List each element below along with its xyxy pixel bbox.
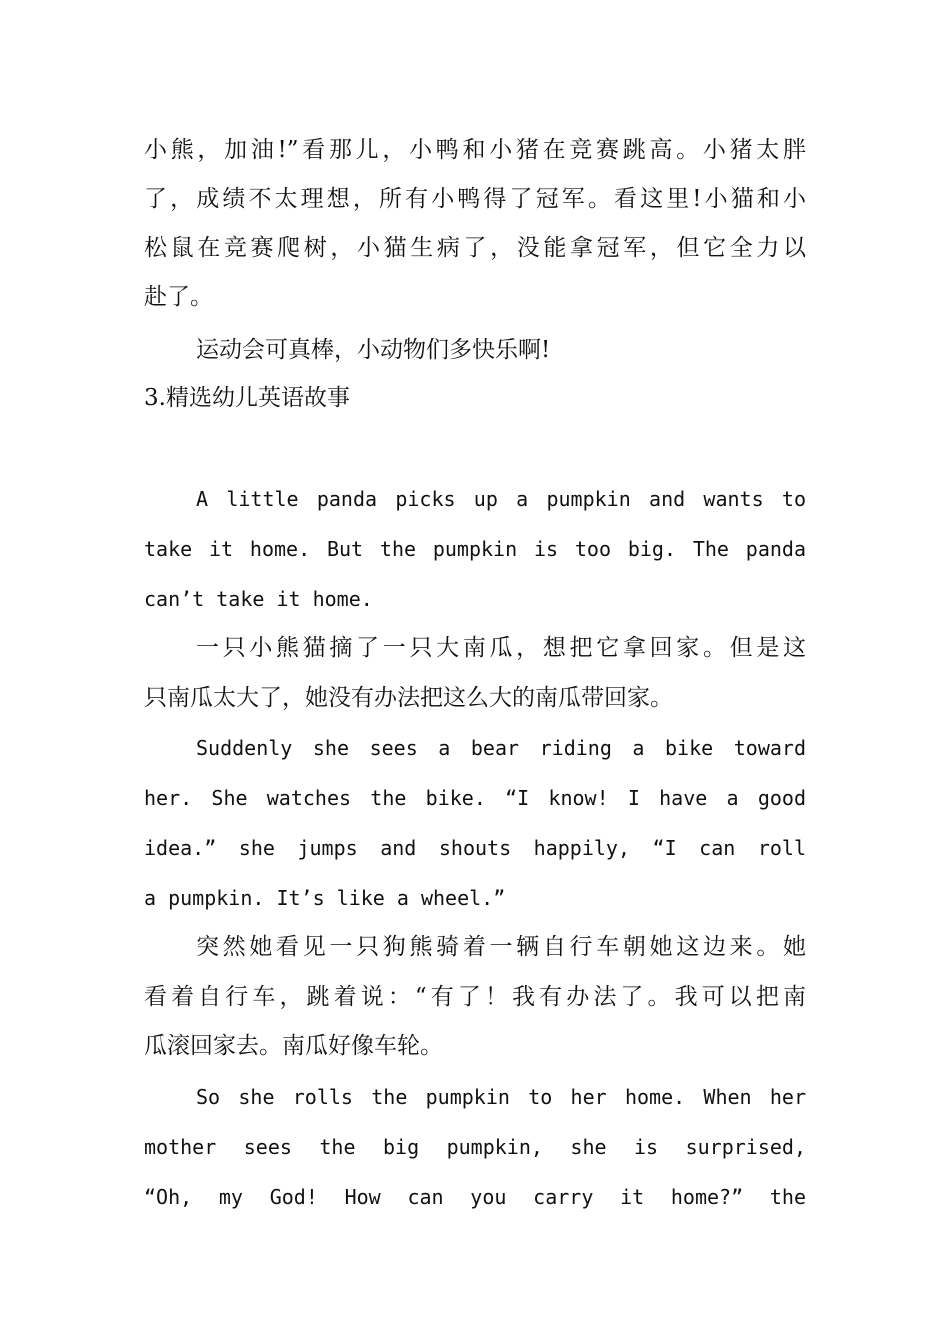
english-paragraph-line: A little panda picks up a pumpkin and wants to [196,487,806,511]
english-paragraph-line: can’t take it home. [144,587,373,611]
english-paragraph-line: idea.” she jumps and shouts happily, “I can roll [144,836,806,860]
chinese-paragraph-line: 一只小熊猫摘了一只大南瓜，想把它拿回家。但是这 [196,635,806,661]
english-paragraph-line: “Oh, my God! How can you carry it home?” the [144,1185,806,1209]
english-paragraph-line: her. She watches the bike. “I know! I have a good [144,786,806,810]
paragraph-line: 小熊，加油!”看那儿，小鸭和小猪在竞赛跳高。小猪太胖 [144,137,806,163]
english-paragraph-line: take it home. But the pumpkin is too big. The panda [144,537,806,561]
chinese-paragraph-line: 看着自行车，跳着说：“有了！我有办法了。我可以把南 [144,984,806,1010]
section-heading: 3.精选幼儿英语故事 [144,385,350,411]
chinese-paragraph-line: 突然她看见一只狗熊骑着一辆自行车朝她这边来。她 [196,934,806,960]
english-paragraph-line: Suddenly she sees a bear riding a bike toward [196,736,806,760]
english-paragraph-line: So she rolls the pumpkin to her home. When her [196,1085,806,1109]
paragraph-line: 赴了。 [144,284,213,310]
chinese-paragraph-line: 瓜滚回家去。南瓜好像车轮。 [144,1033,443,1059]
english-paragraph-line: a pumpkin. It’s like a wheel.” [144,886,506,910]
english-paragraph-line: mother sees the big pumpkin, she is surprised, [144,1135,806,1159]
paragraph-line: 了，成绩不太理想，所有小鸭得了冠军。看这里!小猫和小 [144,186,806,212]
paragraph-line: 运动会可真棒，小动物们多快乐啊! [196,337,551,363]
paragraph-line: 松鼠在竞赛爬树，小猫生病了，没能拿冠军，但它全力以 [144,235,806,261]
chinese-paragraph-line: 只南瓜太大了，她没有办法把这么大的南瓜带回家。 [144,685,673,711]
